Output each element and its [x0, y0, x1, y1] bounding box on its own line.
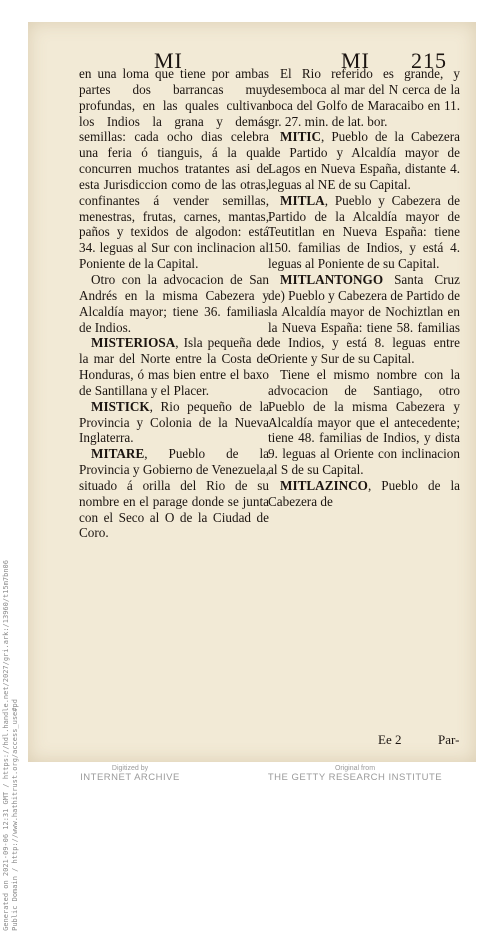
gazetteer-entry: [268, 193, 460, 272]
paragraph: Tiene el mismo nombre con la advocacion de Santiago, otro Pueblo de la misma Cabezera y Alcaldía mayor que el antecedente; tiene 48. familias de Indios, y dista 9. leguas al Oriente con inclinacion al S de su Capital.: [268, 367, 460, 478]
side-watermark-line: Public Domain / http://www.hathitrust.org/access_use#pd: [11, 699, 19, 931]
credit-label: Digitized by: [111, 765, 149, 772]
gazetteer-entry: [268, 272, 460, 367]
entry-text: , Pueblo de la Provincia y Gobierno de Venezuela, situado á orilla del Rio de su nombre en el parage donde se junta con el Seco al O de la Ciudad de Coro.: [79, 446, 269, 541]
gazetteer-entry: [79, 335, 269, 398]
digitized-by-credit: [30, 765, 230, 783]
header-left: MI: [154, 48, 183, 73]
credit-name: INTERNET ARCHIVE: [80, 772, 180, 783]
entry-text: , Pueblo de la Cabezera de Partido y Alcaldía mayor de Lagos en Nueva España, distante 4. leguas al NE de su Capital.: [268, 129, 460, 192]
book-page: [28, 22, 476, 762]
entry-text: , Isla pequeña de la mar del Norte entre la Costa de Honduras, ó mas bien entre el baxo de Santillana y el Placer.: [79, 335, 269, 398]
entry-heading: MITARE: [91, 446, 145, 462]
gazetteer-entry: [268, 478, 460, 510]
entry-text: Santa Cruz de) Pueblo y Cabezera de Partido de la Alcaldía mayor de Nochiztlan en la Nueva España: tiene 58. familias de Indios, y está 8. leguas entre Oriente y Sur de su Capital.: [268, 271, 460, 367]
right-column: [268, 66, 460, 510]
entry-heading: MITIC: [280, 129, 322, 145]
side-watermark-line: Generated on 2021-09-06 12:31 GMT / https://hdl.handle.net/2027/gri.ark:/13960/t15m7bn06: [2, 560, 10, 931]
left-column: [79, 66, 269, 541]
gazetteer-entry: [79, 446, 269, 541]
paragraph: Otro con la advocacion de San Andrés en la misma Cabezera y Alcaldía mayor; tiene 36. familias de Indios.: [79, 271, 269, 335]
entry-heading: MISTERIOSA: [91, 335, 176, 351]
gazetteer-entry: [268, 129, 460, 192]
entry-text: , Pueblo y Cabezera de Partido de la Alcaldía mayor de Teutitlan en Nueva España: tiene 150. familias de Indios, y está 4. leguas al Poniente de su Capital.: [268, 192, 460, 272]
page-number: 215: [411, 48, 447, 73]
signature-mark: Ee 2: [378, 732, 402, 747]
catchword: Par-: [438, 732, 460, 747]
entry-heading: MISTICK: [91, 398, 150, 414]
paragraph: El Rio referido es grande, y desemboca al mar del N cerca de la boca del Golfo de Maracaibo en 11. gr. 27. min. de lat. bor.: [268, 66, 460, 129]
paragraph: en una loma que tiene por ambas partes dos barrancas muy profundas, en las quales cultivan los Indios la grana y demás semillas: cada ocho dias celebra una feria ó tianguis, á la qual concurren muchos tratantes asi de esta Jurisdiccion como de las otras, confinantes á vender semillas, menestras, frutas, carnes, mantas, paños y texidos de algodon: está 34. leguas al Sur con inclinacion al Poniente de la Capital.: [79, 66, 269, 272]
gazetteer-entry: [79, 399, 269, 447]
header-right: MI: [341, 48, 370, 73]
entry-heading: MITLA: [280, 192, 325, 208]
original-from-credit: [255, 765, 455, 783]
entry-text: , Pueblo de la Cabezera de: [268, 477, 460, 509]
entry-text: , Rio pequeño de la Provincia y Colonia de la Nueva Inglaterra.: [79, 398, 269, 446]
entry-heading: MITLANTONGO: [280, 271, 384, 287]
credit-name: THE GETTY RESEARCH INSTITUTE: [267, 772, 443, 783]
side-watermark: [2, 560, 20, 931]
credit-label: Original from: [334, 765, 376, 772]
entry-heading: MITLAZINCO: [280, 477, 368, 493]
